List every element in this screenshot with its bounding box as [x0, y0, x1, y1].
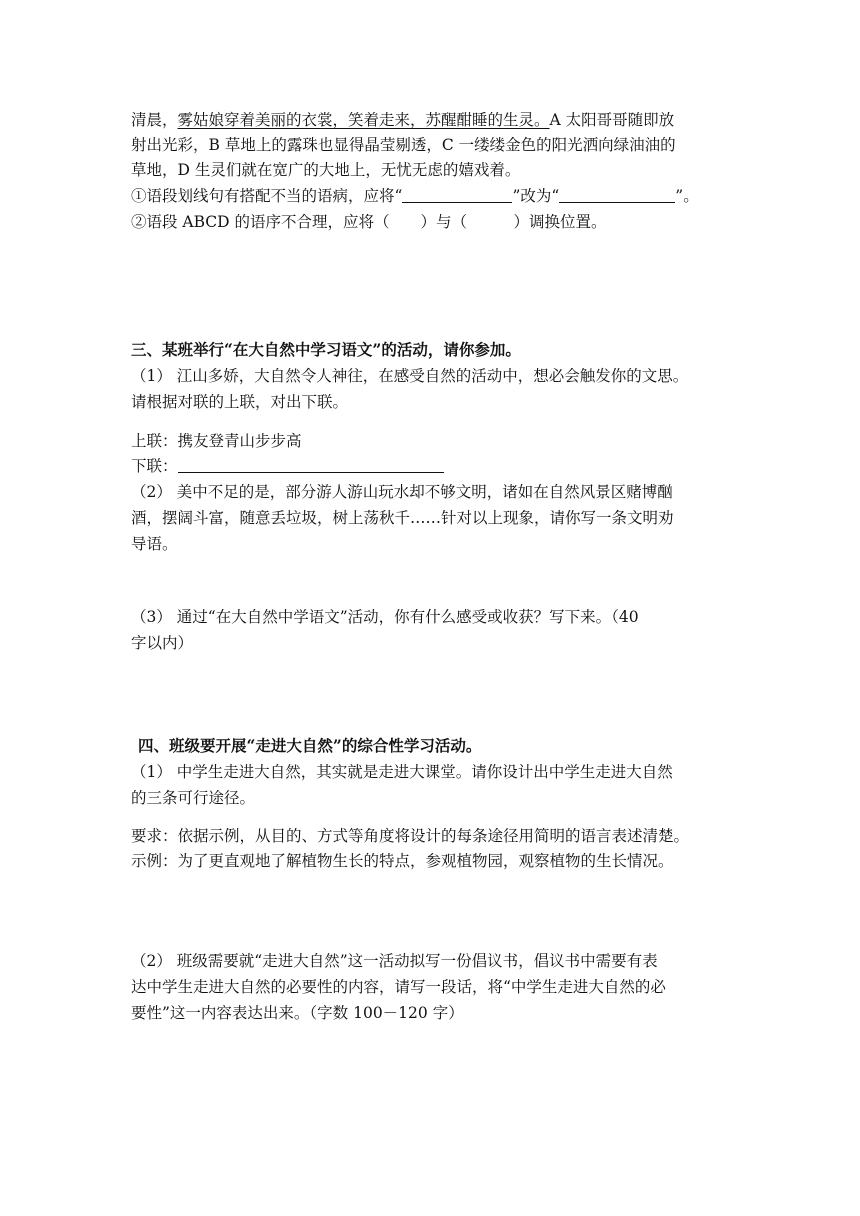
s3-q3-line-1: （3） 通过“在大自然中学语文”活动，你有什么感受或收获？写下来。（40	[131, 608, 639, 626]
question-2-line: ②语段 ABCD 的语序不合理，应将（ ）与（ ）调换位置。	[131, 213, 607, 231]
s3-q3-line-2: 字以内）	[131, 634, 194, 652]
couplet-upper: 上联：携友登青山步步高	[131, 432, 302, 450]
s3-q2-line-2: 酒，摆阔斗富，随意丢垃圾，树上荡秋千……针对以上现象，请你写一条文明劝	[131, 509, 674, 527]
passage-start: 清晨，	[131, 111, 178, 129]
s3-q2-line-3: 导语。	[131, 535, 178, 553]
s4-q1-line-2: 的三条可行途径。	[131, 789, 256, 807]
couplet-lower-line	[131, 456, 444, 476]
underlined-sentence: 雾姑娘穿着美丽的衣裳，笑着走来，苏醒酣睡的生灵。	[177, 111, 550, 129]
s3-q1-line-1: （1） 江山多娇，大自然令人神往，在感受自然的活动中，想必会触发你的文思。	[131, 367, 689, 385]
s3-q2-line-1: （2） 美中不足的是，部分游人游山玩水却不够文明，诸如在自然风景区赌博酗	[131, 483, 673, 501]
s4-q2-line-3: 要性”这一内容表达出来。（字数 100－120 字）	[131, 1004, 464, 1022]
passage-line-2: 射出光彩，B 草地上的露珠也显得晶莹剔透，C 一缕缕金色的阳光洒向绿油油的	[131, 136, 676, 154]
question-1-text-b: ”改为“	[512, 187, 560, 205]
couplet-lower-blank[interactable]	[178, 458, 444, 473]
s4-q1-line-1: （1） 中学生走进大自然，其实就是走进大课堂。请你设计出中学生走进大自然	[131, 763, 673, 781]
question-1-text-a: ①语段划线句有搭配不当的语病，应将“	[131, 187, 403, 205]
question-1-line	[131, 186, 699, 206]
passage-continue: A 太阳哥哥随即放	[549, 111, 675, 129]
s4-q2-line-1: （2） 班级需要就“走进大自然”这一活动拟写一份倡议书，倡议书中需要有表	[131, 952, 658, 970]
question-1-text-c: ”。	[675, 187, 699, 205]
s4-example: 示例：为了更直观地了解植物生长的特点，参观植物园，观察植物的生长情况。	[131, 852, 674, 870]
answer-blank-2[interactable]	[559, 188, 675, 203]
s4-requirement: 要求：依据示例，从目的、方式等角度将设计的每条途径用简明的语言表述清楚。	[131, 827, 690, 845]
passage-line-1	[131, 110, 674, 130]
passage-line-3: 草地，D 生灵们就在宽广的大地上，无忧无虑的嬉戏着。	[131, 161, 521, 179]
section-4-title: 四、班级要开展“走进大自然”的综合性学习活动。	[138, 736, 482, 755]
section-3-title: 三、某班举行“在大自然中学习语文”的活动，请你参加。	[131, 340, 521, 359]
s4-q2-line-2: 达中学生走进大自然的必要性的内容，请写一段话，将“中学生走进大自然的必	[131, 978, 666, 996]
couplet-lower-label: 下联：	[131, 457, 178, 475]
s3-q1-line-2: 请根据对联的上联，对出下联。	[131, 393, 349, 411]
answer-blank-1[interactable]	[402, 188, 512, 203]
